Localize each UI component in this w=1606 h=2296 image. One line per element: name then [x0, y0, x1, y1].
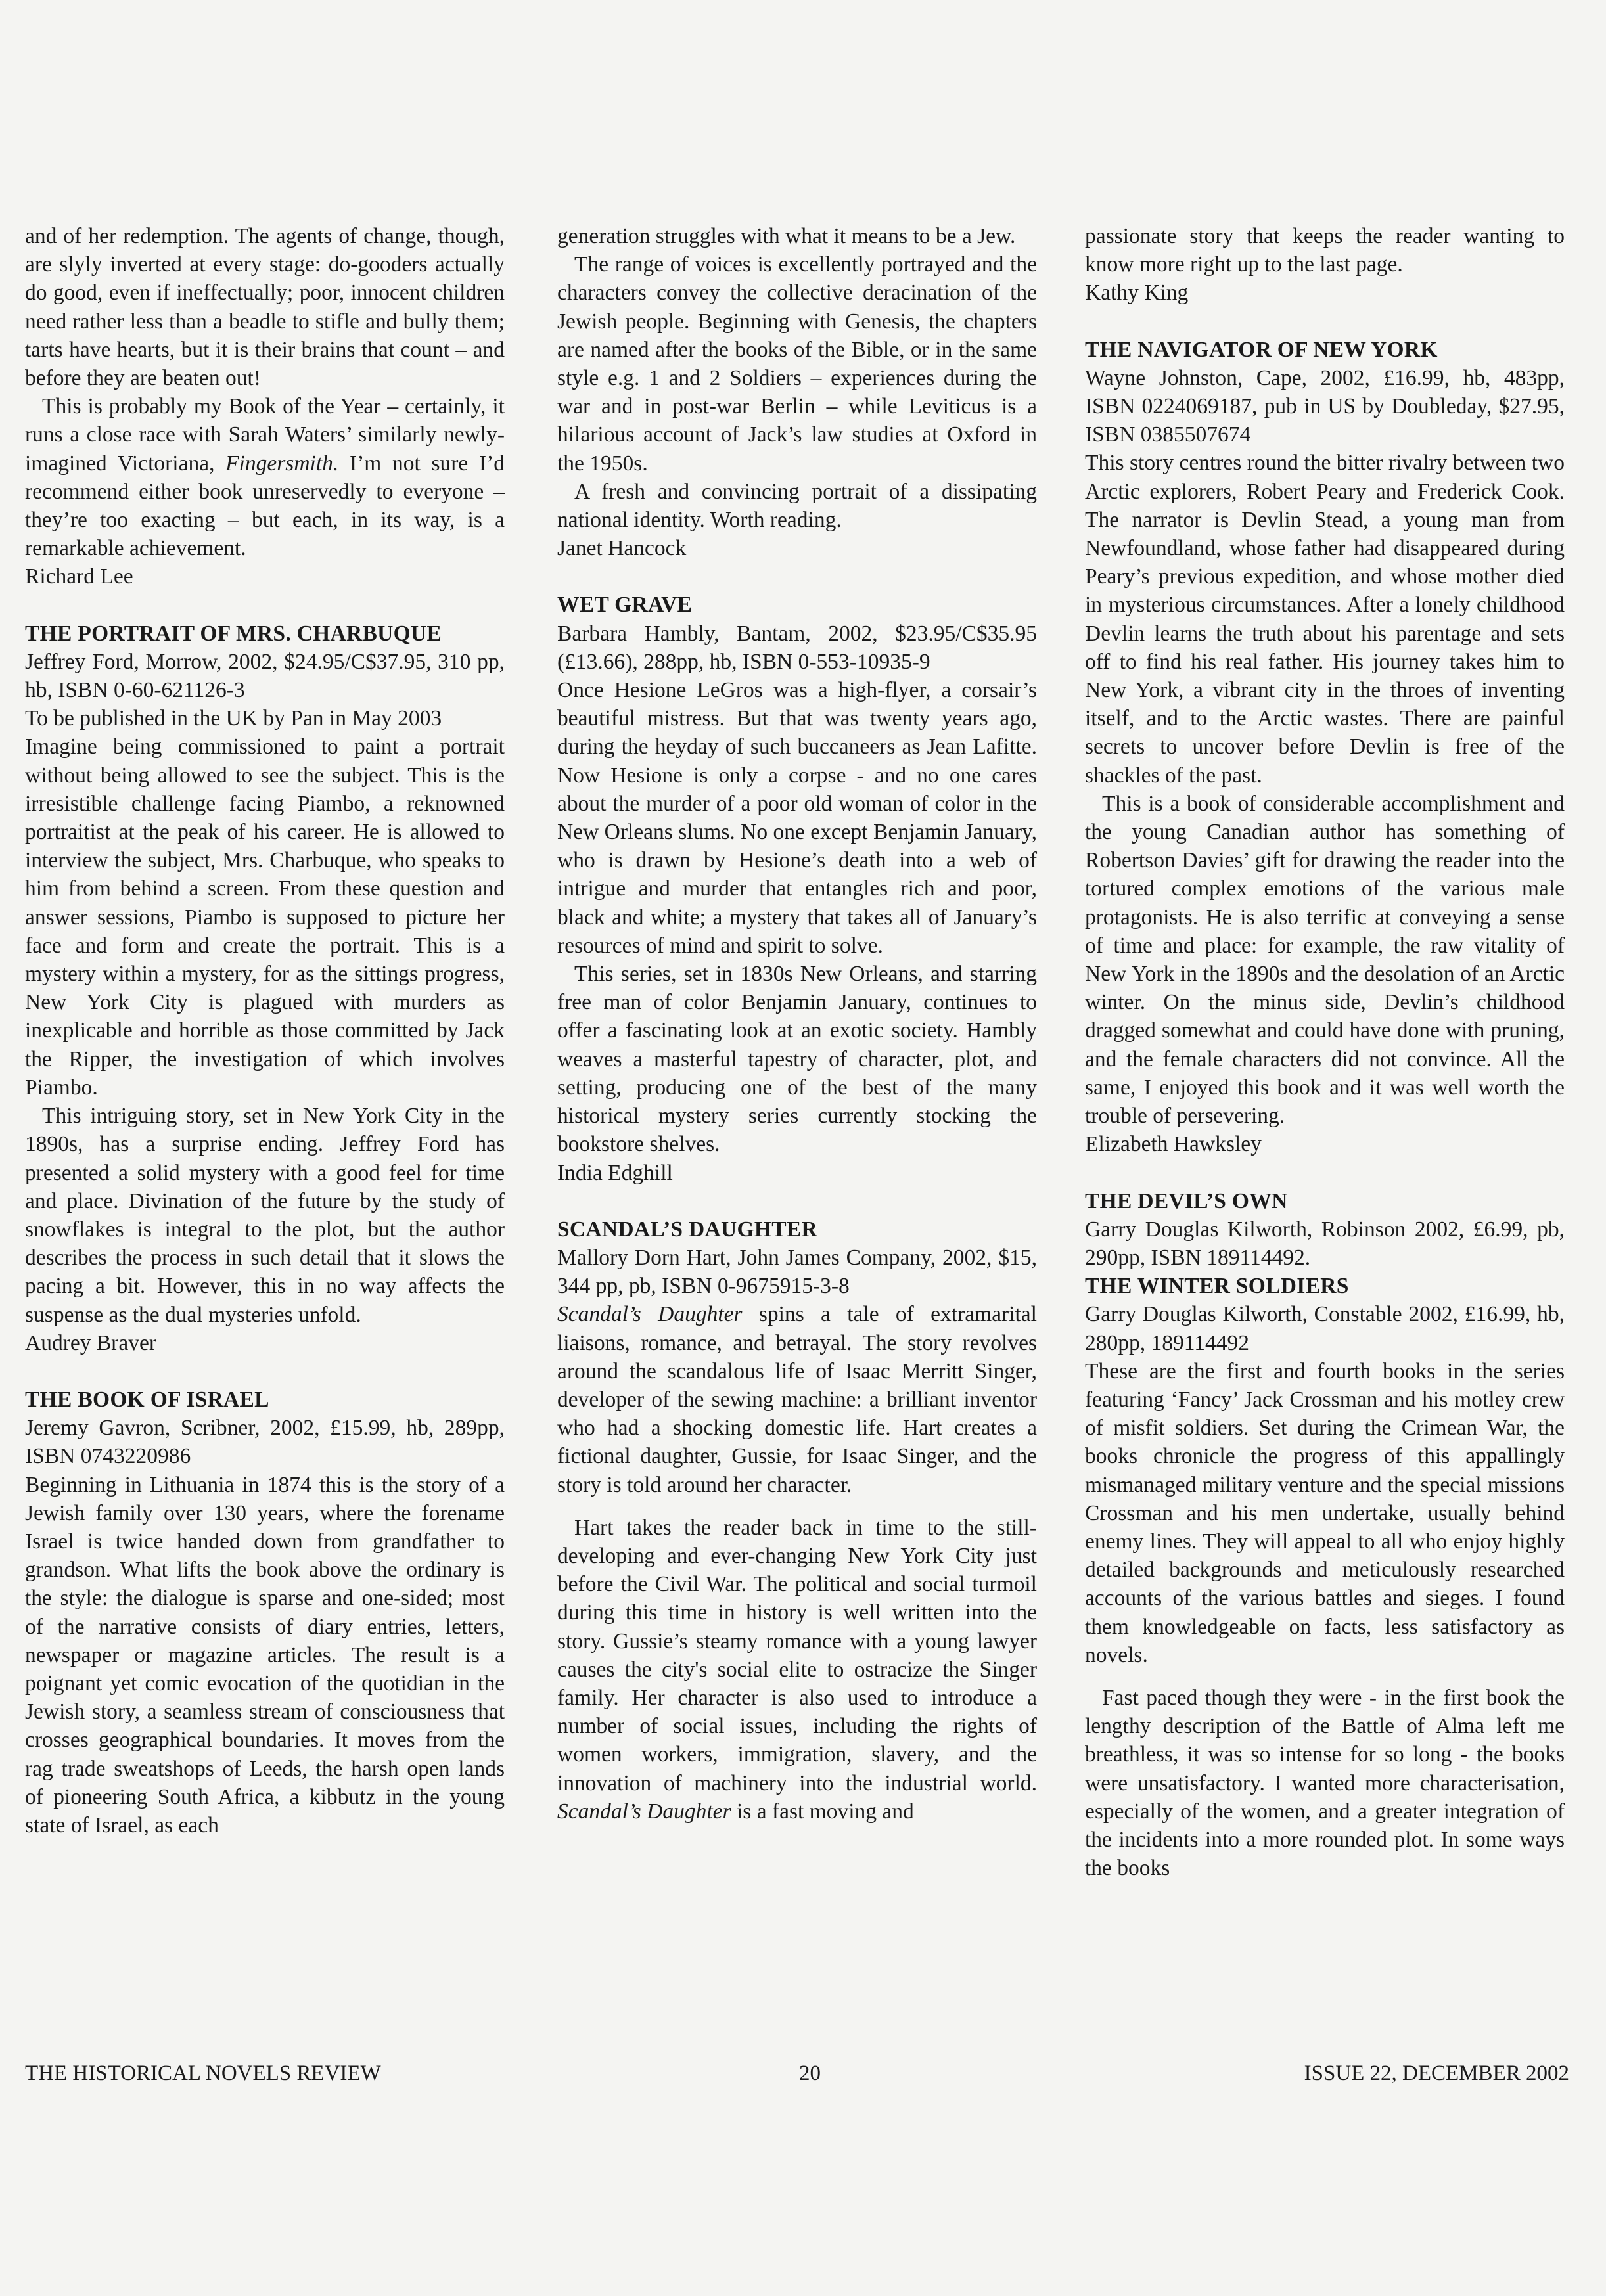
review-paragraph: generation struggles with what it means to be a Jew. — [557, 224, 1016, 248]
paragraph-spacer — [557, 1499, 1037, 1514]
review-paragraph: These are the first and fourth books in the series featuring ‘Fancy’ Jack Crossman and his motley crew of misfit soldiers. Set during the Crimean War, the books chronicle the progress of this appallingly mismanaged military venture and the special missions Crossman and his men undertake, usually behind enemy lines. They will appeal to all who enjoy highly detailed backgrounds and meticulously researched accounts of the various battles and sieges. I found them knowledgeable on facts, less satisfactory as novels. — [1085, 1359, 1565, 1667]
column-1 — [25, 222, 505, 1839]
reviewer-name: Richard Lee — [25, 564, 133, 589]
review-text: is a fast moving and — [731, 1799, 914, 1824]
page-number: 20 — [799, 2061, 821, 2085]
review-paragraph: and of her redemption. The agents of change, though, are slyly inverted at every stage: do-gooders actually do good, even if ineffectually; poor, innocent children need rather less than a beadle to stifle and bully them; tarts have hearts, but it is their brains that count – and before they are beaten out! — [25, 224, 505, 391]
review-heading: THE DEVIL’S OWN — [1085, 1188, 1288, 1213]
review-heading: THE NAVIGATOR OF NEW YORK — [1085, 337, 1438, 362]
issue-date: ISSUE 22, DECEMBER 2002 — [1304, 2061, 1569, 2085]
book-details: Barbara Hambly, Bantam, 2002, $23.95/C$35.95 (£13.66), 288pp, hb, ISBN 0-553-10935-9 — [557, 621, 1037, 674]
book-title-italic: Fingersmith. — [225, 451, 339, 476]
review-heading: THE PORTRAIT OF MRS. CHARBUQUE — [25, 621, 442, 646]
review-text: I’m not sure I’d recommend either book unreservedly to everyone – they’re too exacting – but each, in its way, is a remarkable achievement. — [25, 451, 505, 561]
reviewer-name: Audrey Braver — [25, 1330, 156, 1355]
review-paragraph — [557, 1300, 1037, 1498]
review-paragraph: Fast paced though they were - in the first book the lengthy description of the Battle of Alma left me breathless, it was so intense for so long - the books were unsatisfactory. I wanted more characterisation, especially of the women, and a greater integration of the incidents into a more rounded plot. In some ways the books — [1085, 1685, 1565, 1881]
paragraph-spacer — [1085, 1669, 1565, 1684]
review-paragraph: A fresh and convincing portrait of a dissipating national identity. Worth reading. — [557, 479, 1037, 533]
publication-name: THE HISTORICAL NOVELS REVIEW — [25, 2061, 381, 2085]
book-title-italic: Scandal’s Daughter — [557, 1799, 731, 1824]
review-paragraph — [25, 392, 505, 562]
book-details: Jeffrey Ford, Morrow, 2002, $24.95/C$37.95, 310 pp, hb, ISBN 0-60-621126-3 — [25, 649, 505, 703]
review-text: Hart takes the reader back in time to the still-developing and ever-changing New York City just before the Civil War. The political and social turmoil during this time in history is well written into the story. Gussie’s steamy romance with a young lawyer causes the city's social elite to ostracize the Singer family. Her character is also used to introduce a number of social issues, including the rights of women workers, immigration, slavery, and the innovation of machinery into the industrial world. — [557, 1515, 1037, 1795]
review-paragraph — [557, 1514, 1037, 1826]
book-details: Mallory Dorn Hart, John James Company, 2002, $15, 344 pp, pb, ISBN 0-9675915-3-8 — [557, 1245, 1037, 1299]
review-paragraph: This intriguing story, set in New York City in the 1890s, has a surprise ending. Jeffrey Ford has presented a solid mystery with a good feel for time and place. Divination of the future by the study of snowflakes is integral to the plot, but the author describes the process in such detail that it slows the pacing a bit. However, this in no way affects the suspense as the dual mysteries unfold. — [25, 1104, 505, 1327]
review-heading: THE BOOK OF ISRAEL — [25, 1387, 269, 1412]
review-paragraph: This series, set in 1830s New Orleans, and starring free man of color Benjamin January, continues to offer a fascinating look at an exotic society. Hambly weaves a masterful tapestry of character, plot, and setting, producing one of the best of the many historical mystery series currently stocking the bookstore shelves. — [557, 962, 1037, 1157]
reviewer-name: Elizabeth Hawksley — [1085, 1132, 1262, 1157]
reviewer-name: Kathy King — [1085, 281, 1189, 305]
review-paragraph: passionate story that keeps the reader wanting to know more right up to the last page. — [1085, 224, 1565, 277]
review-heading: WET GRAVE — [557, 593, 693, 618]
review-heading: SCANDAL’S DAUGHTER — [557, 1217, 817, 1242]
book-details: Wayne Johnston, Cape, 2002, £16.99, hb, 483pp, ISBN 0224069187, pub in US by Doubleday, $27.95, ISBN 0385507674 — [1085, 365, 1565, 447]
review-text: spins a tale of extramarital liaisons, romance, and betrayal. The story revolves around the scandalous life of Isaac Merritt Singer, developer of the sewing machine: a brilliant inventor who had a shocking domestic life. Hart creates a fictional daughter, Gussie, for Isaac Singer, and the story is told around her character. — [557, 1302, 1037, 1497]
review-text: This is probably my Book of the Year – certainly, it runs a close race with Sarah Waters’ similarly newly-imagined Victoriana, — [25, 394, 505, 476]
publication-note: To be published in the UK by Pan in May 2003 — [25, 706, 442, 731]
review-heading: THE WINTER SOLDIERS — [1085, 1274, 1349, 1299]
review-paragraph: Beginning in Lithuania in 1874 this is the story of a Jewish family over 130 years, where the forename Israel is twice handed down from grandfather to grandson. What lifts the book above the ordinary is the style: the dialogue is sparse and one-sided; most of the narrative consists of diary entries, letters, newspaper or magazine articles. The result is a poignant yet comic evocation of the quotidian in the Jewish story, a seamless stream of consciousness that crosses geographical boundaries. It moves from the rag trade sweatshops of Leeds, the harsh open lands of pioneering South Africa, a kibbutz in the young state of Israel, as each — [25, 1472, 505, 1837]
reviewer-name: Janet Hancock — [557, 536, 687, 561]
review-paragraph: Once Hesione LeGros was a high-flyer, a corsair’s beautiful mistress. But that was twenty years ago, during the heyday of such buccaneers as Jean Lafitte. Now Hesione is only a corpse - and no one cares about the murder of a poor old woman of color in the New Orleans slums. No one except Benjamin January, who is drawn by Hesione’s death into a web of intrigue and murder that entangles rich and poor, black and white; a mystery that takes all of January’s resources of mind and spirit to solve. — [557, 678, 1037, 958]
review-paragraph: This story centres round the bitter rivalry between two Arctic explorers, Robert Peary and Frederick Cook. The narrator is Devlin Stead, a young man from Newfoundland, whose father had disappeared during Peary’s previous expedition, and whose mother died in mysterious circumstances. After a lonely childhood Devlin learns the truth about his parentage and sets off to find his real father. His journey takes him to New York, a vibrant city in the throes of inventing itself, and to the Arctic wastes. There are painful secrets to uncover before Devlin is free of the shackles of the past. — [1085, 451, 1565, 788]
book-details: Garry Douglas Kilworth, Robinson 2002, £6.99, pb, 290pp, ISBN 189114492. — [1085, 1217, 1565, 1270]
book-details: Jeremy Gavron, Scribner, 2002, £15.99, hb, 289pp, ISBN 0743220986 — [25, 1416, 505, 1469]
book-title-italic: Scandal’s Daughter — [557, 1302, 743, 1327]
reviewer-name: India Edghill — [557, 1160, 673, 1185]
review-paragraph: The range of voices is excellently portrayed and the characters convey the collective deracination of the Jewish people. Beginning with Genesis, the chapters are named after the books of the Bible, or in the same style e.g. 1 and 2 Soldiers – experiences during the war and in post-war Berlin – while Leviticus is a hilarious account of Jack’s law studies at Oxford in the 1950s. — [557, 252, 1037, 476]
book-details: Garry Douglas Kilworth, Constable 2002, £16.99, hb, 280pp, 189114492 — [1085, 1302, 1565, 1355]
column-2 — [557, 222, 1037, 1826]
column-3 — [1085, 222, 1565, 1882]
review-paragraph: Imagine being commissioned to paint a portrait without being allowed to see the subject. This is the irresistible challenge facing Piambo, a reknowned portraitist at the peak of his career. He is allowed to interview the subject, Mrs. Charbuque, who speaks to him from behind a screen. From these question and answer sessions, Piambo is supposed to picture her face and form and create the portrait. This is a mystery within a mystery, for as the sittings progress, New York City is plagued with murders as inexplicable and horrible as those committed by Jack the Ripper, the investigation of which involves Piambo. — [25, 734, 505, 1100]
review-paragraph: This is a book of considerable accomplishment and the young Canadian author has something of Robertson Davies’ gift for drawing the reader into the tortured complex emotions of the various male protagonists. He is also terrific at conveying a sense of time and place: for example, the raw vitality of New York in the 1890s and the desolation of an Arctic winter. On the minus side, Devlin’s childhood dragged somewhat and could have done with pruning, and the female characters did not convince. All the same, I enjoyed this book and it was well worth the trouble of persevering. — [1085, 791, 1565, 1129]
